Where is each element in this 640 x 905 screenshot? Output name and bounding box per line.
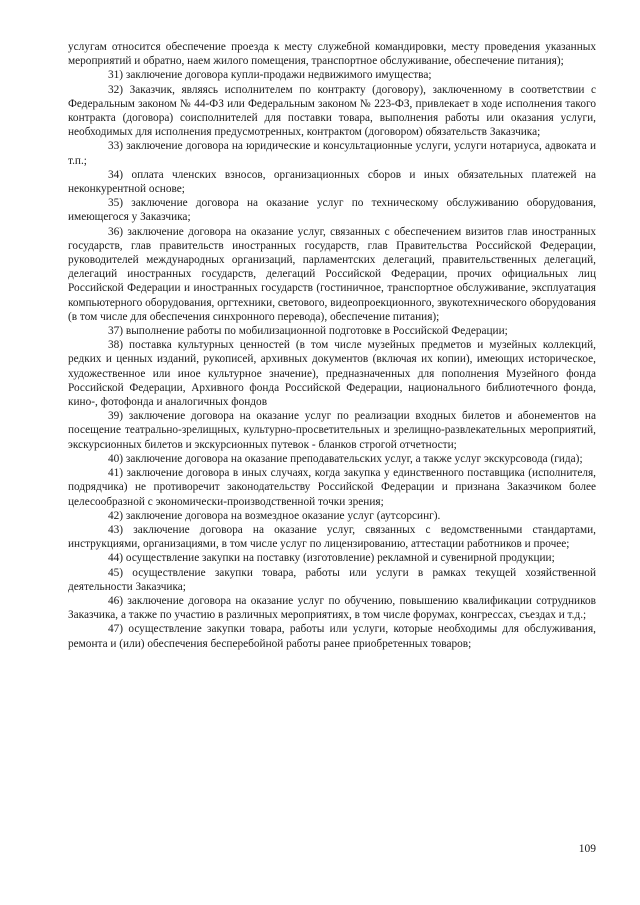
paragraph-item-40: 40) заключение договора на оказание преподавательских услуг, а также услуг экскурсовода (гида);	[108, 452, 583, 465]
paragraph-item-36: 36) заключение договора на оказание услуг, связанных с обеспечением визитов глав иностранных государств, глав правительств иностранных государств, глав Правительства Российской Федерации, руководителей международных организаций, парламентских делегаций, правительственных делегаций, делегаций иностранных государств, делегаций Российской Федерации, прочих официальных лиц Российской Федерации и иностранных государств (гостиничное, транспортное обслуживание, эксплуатация компьютерного оборудования, оргтехники, светового, видеопроекционного, звукотехнического оборудования (в том числе для обеспечения синхронного перевода), обеспечение питания);	[68, 225, 596, 323]
paragraph-continuation: услугам относится обеспечение проезда к месту служебной командировки, месту проведения указанных мероприятий и обратно, наем жилого помещения, транспортное обслуживание, обеспечение питания);	[68, 41, 596, 68]
paragraph-item-33: 33) заключение договора на юридические и консультационные услуги, услуги нотариуса, адвоката и т.п.;	[68, 140, 596, 167]
paragraph-item-41: 41) заключение договора в иных случаях, когда закупка у единственного поставщика (исполнителя, подрядчика) не противоречит законодательству Российской Федерации и признана Заказчиком более целесообразной с экономически-производственной точки зрения;	[68, 467, 596, 508]
page-number: 109	[578, 843, 596, 855]
paragraph-item-35: 35) заключение договора на оказание услуг по техническому обслуживанию оборудования, имеющегося у Заказчика;	[68, 197, 596, 224]
paragraph-item-37: 37) выполнение работы по мобилизационной подготовке в Российской Федерации;	[108, 325, 508, 338]
paragraph-item-31: 31) заключение договора купли-продажи недвижимого имущества;	[108, 69, 432, 82]
paragraph-item-32: 32) Заказчик, являясь исполнителем по контракту (договору), заключенному в соответствии с Федеральным законом № 44-ФЗ или Федеральным законом № 223-ФЗ, привлекает в ходе исполнения такого контракта (договора) соисполнителей для поставки товара, выполнения работы или оказания услуги, необходимых для исполнения предусмотренных, контрактом (договором) обязательств Заказчика;	[68, 83, 596, 139]
document-body	[68, 40, 596, 651]
paragraph-item-45: 45) осуществление закупки товара, работы или услуги в рамках текущей хозяйственной деятельности Заказчика;	[68, 566, 596, 593]
paragraph-item-43: 43) заключение договора на оказание услуг, связанных с ведомственными стандартами, инструкциями, организациями, в том числе услуг по лицензированию, аттестации работников и прочее;	[68, 523, 596, 551]
paragraph-item-34: 34) оплата членских взносов, организационных сборов и иных обязательных платежей на неконкурентной основе;	[68, 168, 596, 196]
paragraph-item-44: 44) осуществление закупки на поставку (изготовление) рекламной и сувенирной продукции;	[108, 552, 555, 565]
paragraph-item-46: 46) заключение договора на оказание услуг по обучению, повышению квалификации сотрудников Заказчика, а также по участию в различных мероприятиях, в том числе форумах, конгрессах, съездах и т.д.;	[68, 594, 596, 622]
paragraph-item-47: 47) осуществление закупки товара, работы или услуги, которые необходимы для обслуживания, ремонта и (или) обеспечения бесперебойной работы ранее приобретенных товаров;	[68, 623, 596, 650]
paragraph-item-42: 42) заключение договора на возмездное оказание услуг (аутсорсинг).	[108, 509, 441, 522]
paragraph-item-38: 38) поставка культурных ценностей (в том числе музейных предметов и музейных коллекций, редких и ценных изданий, рукописей, архивных документов (включая их копии), имеющих историческое, художественное или иное культурное значение), предназначенных для пополнения Музейного фонда Российской Федерации, Архивного фонда Российской Федерации, национального библиотечного фонда, кино-, фотофонда и аналогичных фондов	[68, 339, 596, 409]
paragraph-item-39: 39) заключение договора на оказание услуг по реализации входных билетов и абонементов на посещение театрально-зрелищных, культурно-просветительных и зрелищно-развлекательных мероприятий, экскурсионных билетов и экскурсионных путевок - бланков строгой отчетности;	[68, 410, 596, 451]
